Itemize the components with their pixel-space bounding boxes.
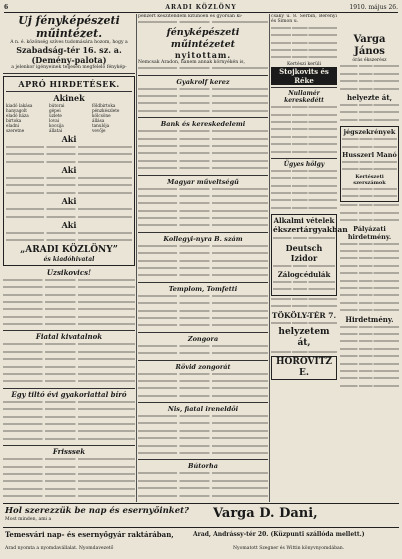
printer-left: Arad nyomta a nyomdavállalat. Nyomdavezető xyxy=(5,546,114,551)
classified-title: Bútorha xyxy=(188,462,218,471)
printer-right: Nyomatott Szegner és Wittin könyvnyomdában. xyxy=(233,546,345,551)
akinek-word: kölcsöne xyxy=(92,112,111,118)
classified-title: Gyakrolf kerez xyxy=(176,77,230,86)
akinek-word: üzlete xyxy=(49,112,62,118)
akinek-word: eladó háza xyxy=(6,112,29,118)
akinek-word: kiadó lakása xyxy=(6,102,33,108)
horovitz-name: HOROVITZ E. xyxy=(271,356,337,380)
ice-box-ad xyxy=(340,126,399,202)
column-right xyxy=(271,14,399,502)
photo-studio-headline: fényképészeti műintézetet xyxy=(166,26,240,50)
column-divider xyxy=(269,14,270,502)
ad-photo-studio-address: Szabadság-tér 16. sz. a. (Demény-palota) xyxy=(16,45,122,66)
classified-title: Templom, Tomfetti xyxy=(168,284,238,293)
aki-heading: Aki xyxy=(61,133,77,144)
deutsch-izidor-name: Deutsch Izidor xyxy=(285,242,323,263)
page-number: 6 xyxy=(4,4,9,11)
varga-janos-name: Varga János xyxy=(353,34,386,57)
column-left xyxy=(3,14,135,502)
classified-title: Kollegyi-nyra B. szám xyxy=(163,234,243,243)
classified-title: Uzsikovics! xyxy=(46,267,92,277)
akinek-word: kocsija xyxy=(49,122,64,128)
newspaper-title: ARADI KÖZLÖNY xyxy=(165,4,237,11)
column-divider xyxy=(136,14,137,502)
akinek-word: földbirtoka xyxy=(92,102,116,108)
classifieds-box xyxy=(3,76,135,266)
akinek-word: bútorai xyxy=(49,102,65,108)
tokoly-address: TÖKÖLY-TÉR 7. xyxy=(271,310,337,320)
ad-photo-studio-tail: a jelenkor igényeinek teljesen megfelelő fénykép- xyxy=(11,65,127,71)
aradi-kozlony-ad-name: „ARADI KÖZLÖNY” xyxy=(20,244,118,255)
stojkovits-banner: Stojkovits és Réke xyxy=(271,67,337,85)
akinek-word: pénzkészlete xyxy=(92,107,120,113)
issue-date: 1910. május 26. xyxy=(349,4,398,11)
akinek-word: gépei xyxy=(49,107,61,113)
classified-title: Zongora xyxy=(187,334,219,343)
akinek-word: hanyagolt xyxy=(6,107,27,113)
classified-title: Egy tiltó évi gyakorlattal bíró xyxy=(11,389,127,399)
akinek-word: állatai xyxy=(49,127,63,133)
aki-heading: Aki xyxy=(61,219,77,230)
jewelry-ad xyxy=(271,214,348,296)
classified-title: Bank és kereskedelemi xyxy=(160,120,246,129)
husszerl-name: Husszerl Manó xyxy=(342,150,397,159)
akinek-word: állása xyxy=(92,117,105,123)
varga-janos-sub: órás ékszerész xyxy=(352,58,387,63)
classifieds-title: APRÓ HIRDETÉSEK. xyxy=(18,78,120,89)
moved-notice: helyezte át, xyxy=(346,92,393,102)
page-header xyxy=(4,3,398,13)
akinek-word: eladni xyxy=(6,122,20,128)
ad-photo-studio-title: Uj fényképészeti műintézet. xyxy=(18,14,120,40)
akinek-word: szeretne xyxy=(6,127,25,133)
umbrella-small: Most minden, ami a xyxy=(5,517,52,522)
ad-photo-studio-text: A n. é. közönség szíves tudomására hozom, hogy a xyxy=(10,40,128,45)
classified-title: Ügyes hölgy xyxy=(283,160,325,168)
notice-title: Hirdetmény. xyxy=(345,314,394,324)
photo-studio-subhead: nyitottam. xyxy=(174,49,232,60)
akinek-word: vevője xyxy=(92,127,106,133)
garden-tools: Kertészeti szerszámok xyxy=(353,173,386,186)
photo-studio-continued: pénzért készítendem kitűnően és gyorsan ki- xyxy=(138,14,243,19)
akinek-word: birtoka xyxy=(6,117,22,123)
classified-title: Magyar műveltségű xyxy=(167,177,239,186)
umbrella-question: Hol szerezzük be nap és esernyőinket? xyxy=(5,506,190,516)
pawn-tickets: Zálogcédulák xyxy=(277,270,331,280)
varga-dani-address: Arad, Andrássy-tér 20. (Küzpunti szállóda mellett.) xyxy=(193,531,365,538)
akinek-word-grid xyxy=(6,103,132,133)
classified-title: Nullamér kereskedétt xyxy=(284,90,324,105)
continued-text: csáky u. 8. Serbín, Berényi és Simon u. xyxy=(271,14,337,25)
aki-heading: Aki xyxy=(61,196,77,207)
umbrella-store: Temesvári nap- és esernyőgyár raktárában, xyxy=(5,530,174,539)
photo-studio-text: Nemcsak Aradon, hanem annak környékén is, xyxy=(138,59,245,65)
aradi-kozlony-ad-sub: és kiadóhivatal xyxy=(43,255,95,263)
akinek-heading: Akinek xyxy=(53,92,85,103)
umbrella-store-strip xyxy=(3,527,399,556)
classified-title: Nis, fiatal ireneldöi xyxy=(167,405,239,414)
classified-title: Rövid zongorát xyxy=(175,362,231,371)
jewelry-ad-title: Alkalmi vételek xyxy=(273,216,335,226)
tender-notice-title: Pályázati hirdetmény. xyxy=(347,224,392,241)
ice-box-title: jégszekrények xyxy=(343,128,396,137)
column-middle xyxy=(138,14,268,502)
umbrella-question-strip xyxy=(3,503,399,527)
moved-notice: helyzetem át, xyxy=(278,326,330,348)
aki-heading: Aki xyxy=(61,164,77,175)
classified-title: Fiatal kivatalnok xyxy=(35,332,103,342)
varga-dani-name: Varga D. Dani, xyxy=(213,506,318,521)
akinek-word: tanulója xyxy=(92,122,110,128)
jewelry-ad-subtitle: ékszertárgyakban xyxy=(273,225,348,235)
classified-title: Frisssek xyxy=(52,447,86,457)
akinek-word: lovai xyxy=(49,117,60,123)
kertesz-text: Kertészi kerüli xyxy=(286,61,322,67)
